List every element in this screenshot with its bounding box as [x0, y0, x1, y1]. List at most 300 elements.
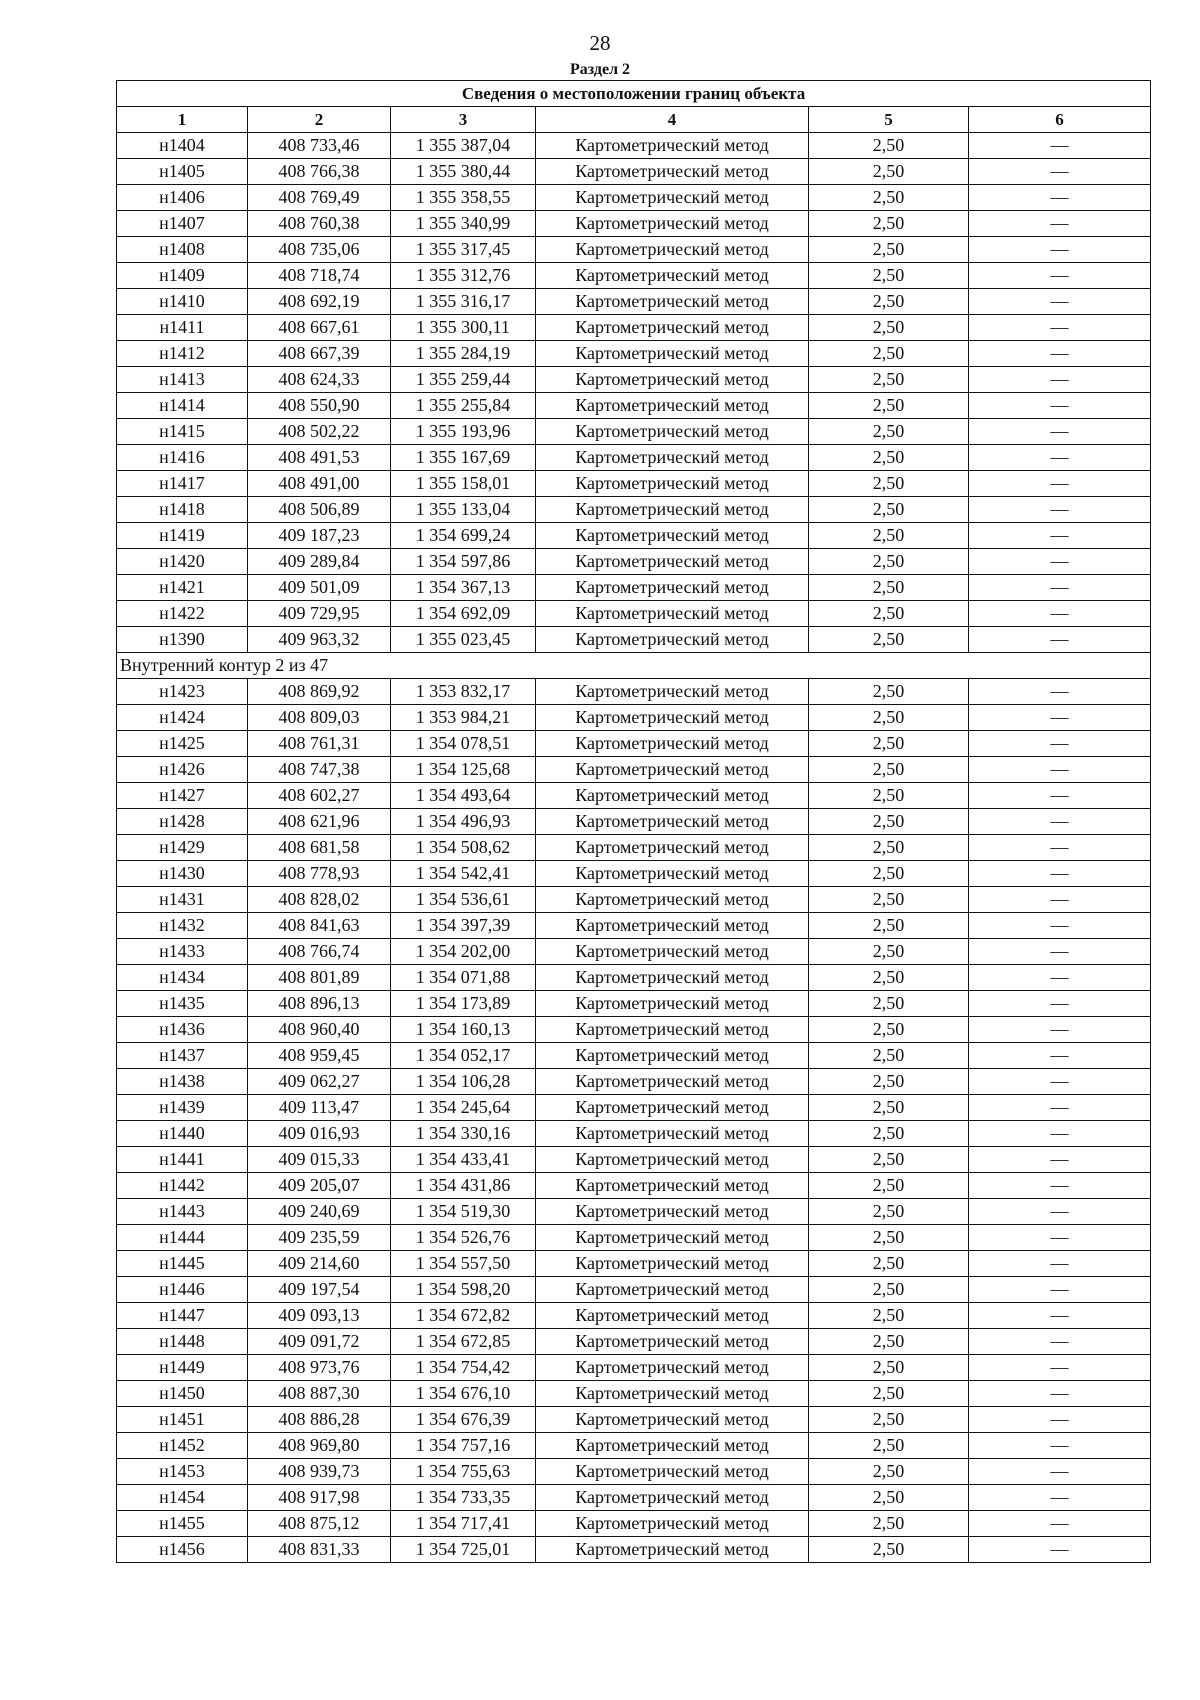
point-number-cell: н1422 — [117, 601, 248, 627]
note-cell: — — [969, 731, 1151, 757]
point-number-cell: н1428 — [117, 809, 248, 835]
accuracy-cell: 2,50 — [809, 1381, 969, 1407]
note-cell: — — [969, 1121, 1151, 1147]
y-coordinate-cell: 1 354 493,64 — [391, 783, 536, 809]
accuracy-cell: 2,50 — [809, 731, 969, 757]
note-cell: — — [969, 1173, 1151, 1199]
note-cell: — — [969, 1017, 1151, 1043]
accuracy-cell: 2,50 — [809, 757, 969, 783]
y-coordinate-cell: 1 354 733,35 — [391, 1485, 536, 1511]
accuracy-cell: 2,50 — [809, 1069, 969, 1095]
x-coordinate-cell: 408 506,89 — [248, 497, 391, 523]
x-coordinate-cell: 408 747,38 — [248, 757, 391, 783]
note-cell: — — [969, 627, 1151, 653]
table-head — [117, 81, 1151, 133]
table-row — [117, 1381, 1151, 1407]
table-row — [117, 263, 1151, 289]
table-row — [117, 1433, 1151, 1459]
point-number-cell: н1412 — [117, 341, 248, 367]
point-number-cell: н1429 — [117, 835, 248, 861]
y-coordinate-cell: 1 354 557,50 — [391, 1251, 536, 1277]
x-coordinate-cell: 408 801,89 — [248, 965, 391, 991]
x-coordinate-cell: 409 240,69 — [248, 1199, 391, 1225]
method-cell: Картометрический метод — [536, 887, 809, 913]
y-coordinate-cell: 1 355 312,76 — [391, 263, 536, 289]
table-row — [117, 159, 1151, 185]
x-coordinate-cell: 408 681,58 — [248, 835, 391, 861]
point-number-cell: н1439 — [117, 1095, 248, 1121]
x-coordinate-cell: 409 016,93 — [248, 1121, 391, 1147]
method-cell: Картометрический метод — [536, 1381, 809, 1407]
point-number-cell: н1404 — [117, 133, 248, 159]
table-row — [117, 211, 1151, 237]
point-number-cell: н1408 — [117, 237, 248, 263]
accuracy-cell: 2,50 — [809, 939, 969, 965]
x-coordinate-cell: 408 718,74 — [248, 263, 391, 289]
method-cell: Картометрический метод — [536, 1303, 809, 1329]
x-coordinate-cell: 409 187,23 — [248, 523, 391, 549]
y-coordinate-cell: 1 355 387,04 — [391, 133, 536, 159]
x-coordinate-cell: 409 963,32 — [248, 627, 391, 653]
x-coordinate-cell: 409 197,54 — [248, 1277, 391, 1303]
point-number-cell: н1445 — [117, 1251, 248, 1277]
y-coordinate-cell: 1 354 052,17 — [391, 1043, 536, 1069]
accuracy-cell: 2,50 — [809, 913, 969, 939]
table-row — [117, 1511, 1151, 1537]
y-coordinate-cell: 1 354 676,39 — [391, 1407, 536, 1433]
accuracy-cell: 2,50 — [809, 159, 969, 185]
accuracy-cell: 2,50 — [809, 263, 969, 289]
point-number-cell: н1410 — [117, 289, 248, 315]
method-cell: Картометрический метод — [536, 1355, 809, 1381]
method-cell: Картометрический метод — [536, 445, 809, 471]
y-coordinate-cell: 1 354 202,00 — [391, 939, 536, 965]
table-row — [117, 1329, 1151, 1355]
y-coordinate-cell: 1 354 519,30 — [391, 1199, 536, 1225]
table-row — [117, 1303, 1151, 1329]
table-row — [117, 887, 1151, 913]
point-number-cell: н1417 — [117, 471, 248, 497]
note-cell: — — [969, 133, 1151, 159]
point-number-cell: н1437 — [117, 1043, 248, 1069]
table-row — [117, 627, 1151, 653]
method-cell: Картометрический метод — [536, 367, 809, 393]
note-cell: — — [969, 1251, 1151, 1277]
note-cell: — — [969, 445, 1151, 471]
table-row — [117, 1121, 1151, 1147]
column-header-1: 1 — [117, 107, 248, 133]
y-coordinate-cell: 1 354 245,64 — [391, 1095, 536, 1121]
method-cell: Картометрический метод — [536, 1433, 809, 1459]
column-header-row — [117, 107, 1151, 133]
boundary-coordinates-table — [116, 80, 1151, 1563]
point-number-cell: н1456 — [117, 1537, 248, 1563]
y-coordinate-cell: 1 354 692,09 — [391, 601, 536, 627]
table-row — [117, 1095, 1151, 1121]
x-coordinate-cell: 408 761,31 — [248, 731, 391, 757]
x-coordinate-cell: 408 778,93 — [248, 861, 391, 887]
method-cell: Картометрический метод — [536, 575, 809, 601]
note-cell: — — [969, 783, 1151, 809]
method-cell: Картометрический метод — [536, 861, 809, 887]
table-row — [117, 315, 1151, 341]
accuracy-cell: 2,50 — [809, 211, 969, 237]
accuracy-cell: 2,50 — [809, 1459, 969, 1485]
x-coordinate-cell: 409 205,07 — [248, 1173, 391, 1199]
note-cell: — — [969, 601, 1151, 627]
x-coordinate-cell: 409 113,47 — [248, 1095, 391, 1121]
point-number-cell: н1454 — [117, 1485, 248, 1511]
note-cell: — — [969, 471, 1151, 497]
accuracy-cell: 2,50 — [809, 523, 969, 549]
y-coordinate-cell: 1 354 598,20 — [391, 1277, 536, 1303]
y-coordinate-cell: 1 354 754,42 — [391, 1355, 536, 1381]
page-number: 28 — [589, 31, 611, 55]
y-coordinate-cell: 1 353 832,17 — [391, 679, 536, 705]
table-row — [117, 1355, 1151, 1381]
note-cell: — — [969, 861, 1151, 887]
table-row — [117, 549, 1151, 575]
x-coordinate-cell: 408 875,12 — [248, 1511, 391, 1537]
table-row — [117, 913, 1151, 939]
table-row — [117, 1199, 1151, 1225]
note-cell: — — [969, 1485, 1151, 1511]
method-cell: Картометрический метод — [536, 757, 809, 783]
table-row — [117, 393, 1151, 419]
point-number-cell: н1452 — [117, 1433, 248, 1459]
note-cell: — — [969, 809, 1151, 835]
x-coordinate-cell: 408 692,19 — [248, 289, 391, 315]
y-coordinate-cell: 1 354 397,39 — [391, 913, 536, 939]
accuracy-cell: 2,50 — [809, 1095, 969, 1121]
y-coordinate-cell: 1 354 757,16 — [391, 1433, 536, 1459]
note-cell: — — [969, 835, 1151, 861]
x-coordinate-cell: 408 550,90 — [248, 393, 391, 419]
y-coordinate-cell: 1 355 317,45 — [391, 237, 536, 263]
accuracy-cell: 2,50 — [809, 1329, 969, 1355]
table-row — [117, 1173, 1151, 1199]
accuracy-cell: 2,50 — [809, 1355, 969, 1381]
method-cell: Картометрический метод — [536, 601, 809, 627]
point-number-cell: н1390 — [117, 627, 248, 653]
note-cell: — — [969, 393, 1151, 419]
method-cell: Картометрический метод — [536, 1485, 809, 1511]
note-cell: — — [969, 1407, 1151, 1433]
table-row — [117, 783, 1151, 809]
point-number-cell: н1405 — [117, 159, 248, 185]
method-cell: Картометрический метод — [536, 679, 809, 705]
note-cell: — — [969, 991, 1151, 1017]
note-cell: — — [969, 523, 1151, 549]
x-coordinate-cell: 409 501,09 — [248, 575, 391, 601]
point-number-cell: н1434 — [117, 965, 248, 991]
point-number-cell: н1407 — [117, 211, 248, 237]
method-cell: Картометрический метод — [536, 1121, 809, 1147]
x-coordinate-cell: 409 235,59 — [248, 1225, 391, 1251]
column-header-4: 4 — [536, 107, 809, 133]
note-cell: — — [969, 159, 1151, 185]
table-row — [117, 341, 1151, 367]
point-number-cell: н1421 — [117, 575, 248, 601]
accuracy-cell: 2,50 — [809, 1173, 969, 1199]
y-coordinate-cell: 1 355 380,44 — [391, 159, 536, 185]
table-caption-row — [117, 81, 1151, 107]
note-cell: — — [969, 1043, 1151, 1069]
table-body — [117, 133, 1151, 1563]
point-number-cell: н1416 — [117, 445, 248, 471]
table-row — [117, 575, 1151, 601]
table-row — [117, 133, 1151, 159]
y-coordinate-cell: 1 354 536,61 — [391, 887, 536, 913]
method-cell: Картометрический метод — [536, 289, 809, 315]
x-coordinate-cell: 409 289,84 — [248, 549, 391, 575]
point-number-cell: н1435 — [117, 991, 248, 1017]
x-coordinate-cell: 409 015,33 — [248, 1147, 391, 1173]
accuracy-cell: 2,50 — [809, 835, 969, 861]
method-cell: Картометрический метод — [536, 211, 809, 237]
x-coordinate-cell: 408 939,73 — [248, 1459, 391, 1485]
y-coordinate-cell: 1 355 316,17 — [391, 289, 536, 315]
y-coordinate-cell: 1 354 431,86 — [391, 1173, 536, 1199]
x-coordinate-cell: 408 602,27 — [248, 783, 391, 809]
method-cell: Картометрический метод — [536, 991, 809, 1017]
point-number-cell: н1446 — [117, 1277, 248, 1303]
y-coordinate-cell: 1 355 158,01 — [391, 471, 536, 497]
table-row — [117, 185, 1151, 211]
y-coordinate-cell: 1 354 699,24 — [391, 523, 536, 549]
accuracy-cell: 2,50 — [809, 419, 969, 445]
method-cell: Картометрический метод — [536, 393, 809, 419]
method-cell: Картометрический метод — [536, 1225, 809, 1251]
method-cell: Картометрический метод — [536, 419, 809, 445]
method-cell: Картометрический метод — [536, 783, 809, 809]
y-coordinate-cell: 1 355 023,45 — [391, 627, 536, 653]
note-cell: — — [969, 497, 1151, 523]
table-row — [117, 809, 1151, 835]
note-cell: — — [969, 1381, 1151, 1407]
point-number-cell: н1433 — [117, 939, 248, 965]
y-coordinate-cell: 1 355 255,84 — [391, 393, 536, 419]
x-coordinate-cell: 408 491,00 — [248, 471, 391, 497]
method-cell: Картометрический метод — [536, 471, 809, 497]
method-cell: Картометрический метод — [536, 237, 809, 263]
y-coordinate-cell: 1 354 160,13 — [391, 1017, 536, 1043]
note-cell: — — [969, 913, 1151, 939]
point-number-cell: н1436 — [117, 1017, 248, 1043]
x-coordinate-cell: 408 766,38 — [248, 159, 391, 185]
accuracy-cell: 2,50 — [809, 679, 969, 705]
table-row — [117, 1147, 1151, 1173]
table-row — [117, 1407, 1151, 1433]
point-number-cell: н1424 — [117, 705, 248, 731]
accuracy-cell: 2,50 — [809, 289, 969, 315]
y-coordinate-cell: 1 355 284,19 — [391, 341, 536, 367]
x-coordinate-cell: 408 667,39 — [248, 341, 391, 367]
x-coordinate-cell: 408 959,45 — [248, 1043, 391, 1069]
point-number-cell: н1447 — [117, 1303, 248, 1329]
x-coordinate-cell: 408 624,33 — [248, 367, 391, 393]
table-row — [117, 471, 1151, 497]
table-caption: Сведения о местоположении границ объекта — [117, 81, 1151, 107]
x-coordinate-cell: 409 214,60 — [248, 1251, 391, 1277]
method-cell: Картометрический метод — [536, 939, 809, 965]
x-coordinate-cell: 409 062,27 — [248, 1069, 391, 1095]
y-coordinate-cell: 1 355 358,55 — [391, 185, 536, 211]
table-row — [117, 939, 1151, 965]
table-row — [117, 237, 1151, 263]
point-number-cell: н1442 — [117, 1173, 248, 1199]
table-row — [117, 1251, 1151, 1277]
table-row — [117, 705, 1151, 731]
point-number-cell: н1415 — [117, 419, 248, 445]
y-coordinate-cell: 1 354 106,28 — [391, 1069, 536, 1095]
accuracy-cell: 2,50 — [809, 575, 969, 601]
x-coordinate-cell: 408 969,80 — [248, 1433, 391, 1459]
method-cell: Картометрический метод — [536, 1277, 809, 1303]
x-coordinate-cell: 408 841,63 — [248, 913, 391, 939]
accuracy-cell: 2,50 — [809, 1511, 969, 1537]
accuracy-cell: 2,50 — [809, 991, 969, 1017]
method-cell: Картометрический метод — [536, 1095, 809, 1121]
x-coordinate-cell: 408 809,03 — [248, 705, 391, 731]
note-cell: — — [969, 1329, 1151, 1355]
table-row — [117, 965, 1151, 991]
method-cell: Картометрический метод — [536, 1459, 809, 1485]
accuracy-cell: 2,50 — [809, 185, 969, 211]
x-coordinate-cell: 408 886,28 — [248, 1407, 391, 1433]
accuracy-cell: 2,50 — [809, 445, 969, 471]
table-row — [117, 679, 1151, 705]
note-cell: — — [969, 341, 1151, 367]
note-cell: — — [969, 185, 1151, 211]
accuracy-cell: 2,50 — [809, 1303, 969, 1329]
accuracy-cell: 2,50 — [809, 1407, 969, 1433]
table-row — [117, 1043, 1151, 1069]
method-cell: Картометрический метод — [536, 341, 809, 367]
y-coordinate-cell: 1 354 717,41 — [391, 1511, 536, 1537]
table-row — [117, 367, 1151, 393]
table-row — [117, 835, 1151, 861]
column-header-2: 2 — [248, 107, 391, 133]
table-row — [117, 419, 1151, 445]
accuracy-cell: 2,50 — [809, 809, 969, 835]
note-cell: — — [969, 289, 1151, 315]
point-number-cell: н1426 — [117, 757, 248, 783]
x-coordinate-cell: 409 729,95 — [248, 601, 391, 627]
table-row — [117, 497, 1151, 523]
accuracy-cell: 2,50 — [809, 861, 969, 887]
y-coordinate-cell: 1 355 167,69 — [391, 445, 536, 471]
accuracy-cell: 2,50 — [809, 1147, 969, 1173]
column-header-6: 6 — [969, 107, 1151, 133]
note-cell: — — [969, 1511, 1151, 1537]
note-cell: — — [969, 1459, 1151, 1485]
table-row — [117, 991, 1151, 1017]
note-cell: — — [969, 367, 1151, 393]
note-cell: — — [969, 237, 1151, 263]
table-row — [117, 289, 1151, 315]
method-cell: Картометрический метод — [536, 523, 809, 549]
y-coordinate-cell: 1 355 340,99 — [391, 211, 536, 237]
table-row — [117, 1069, 1151, 1095]
y-coordinate-cell: 1 354 367,13 — [391, 575, 536, 601]
point-number-cell: н1438 — [117, 1069, 248, 1095]
column-header-5: 5 — [809, 107, 969, 133]
x-coordinate-cell: 408 621,96 — [248, 809, 391, 835]
table-row — [117, 445, 1151, 471]
note-cell: — — [969, 965, 1151, 991]
x-coordinate-cell: 409 091,72 — [248, 1329, 391, 1355]
point-number-cell: н1453 — [117, 1459, 248, 1485]
x-coordinate-cell: 408 733,46 — [248, 133, 391, 159]
y-coordinate-cell: 1 354 078,51 — [391, 731, 536, 757]
x-coordinate-cell: 408 667,61 — [248, 315, 391, 341]
accuracy-cell: 2,50 — [809, 237, 969, 263]
point-number-cell: н1406 — [117, 185, 248, 211]
note-cell: — — [969, 887, 1151, 913]
method-cell: Картометрический метод — [536, 627, 809, 653]
point-number-cell: н1431 — [117, 887, 248, 913]
table-row — [117, 1537, 1151, 1563]
note-cell: — — [969, 705, 1151, 731]
point-number-cell: н1425 — [117, 731, 248, 757]
point-number-cell: н1455 — [117, 1511, 248, 1537]
table-row — [117, 1225, 1151, 1251]
y-coordinate-cell: 1 354 330,16 — [391, 1121, 536, 1147]
accuracy-cell: 2,50 — [809, 601, 969, 627]
accuracy-cell: 2,50 — [809, 1537, 969, 1563]
accuracy-cell: 2,50 — [809, 471, 969, 497]
method-cell: Картометрический метод — [536, 1147, 809, 1173]
table-row — [117, 523, 1151, 549]
y-coordinate-cell: 1 355 259,44 — [391, 367, 536, 393]
x-coordinate-cell: 408 887,30 — [248, 1381, 391, 1407]
method-cell: Картометрический метод — [536, 185, 809, 211]
point-number-cell: н1440 — [117, 1121, 248, 1147]
x-coordinate-cell: 408 896,13 — [248, 991, 391, 1017]
method-cell: Картометрический метод — [536, 835, 809, 861]
method-cell: Картометрический метод — [536, 1199, 809, 1225]
y-coordinate-cell: 1 354 725,01 — [391, 1537, 536, 1563]
note-cell: — — [969, 1355, 1151, 1381]
x-coordinate-cell: 408 491,53 — [248, 445, 391, 471]
method-cell: Картометрический метод — [536, 1251, 809, 1277]
note-cell: — — [969, 1433, 1151, 1459]
point-number-cell: н1411 — [117, 315, 248, 341]
method-cell: Картометрический метод — [536, 913, 809, 939]
y-coordinate-cell: 1 355 193,96 — [391, 419, 536, 445]
contour-label: Внутренний контур 2 из 47 — [117, 653, 1151, 679]
y-coordinate-cell: 1 354 676,10 — [391, 1381, 536, 1407]
x-coordinate-cell: 408 828,02 — [248, 887, 391, 913]
y-coordinate-cell: 1 354 597,86 — [391, 549, 536, 575]
note-cell: — — [969, 211, 1151, 237]
method-cell: Картометрический метод — [536, 1069, 809, 1095]
accuracy-cell: 2,50 — [809, 393, 969, 419]
method-cell: Картометрический метод — [536, 133, 809, 159]
point-number-cell: н1432 — [117, 913, 248, 939]
accuracy-cell: 2,50 — [809, 367, 969, 393]
accuracy-cell: 2,50 — [809, 705, 969, 731]
y-coordinate-cell: 1 354 672,85 — [391, 1329, 536, 1355]
x-coordinate-cell: 408 973,76 — [248, 1355, 391, 1381]
accuracy-cell: 2,50 — [809, 965, 969, 991]
note-cell: — — [969, 1069, 1151, 1095]
y-coordinate-cell: 1 354 672,82 — [391, 1303, 536, 1329]
point-number-cell: н1450 — [117, 1381, 248, 1407]
x-coordinate-cell: 408 760,38 — [248, 211, 391, 237]
x-coordinate-cell: 408 502,22 — [248, 419, 391, 445]
